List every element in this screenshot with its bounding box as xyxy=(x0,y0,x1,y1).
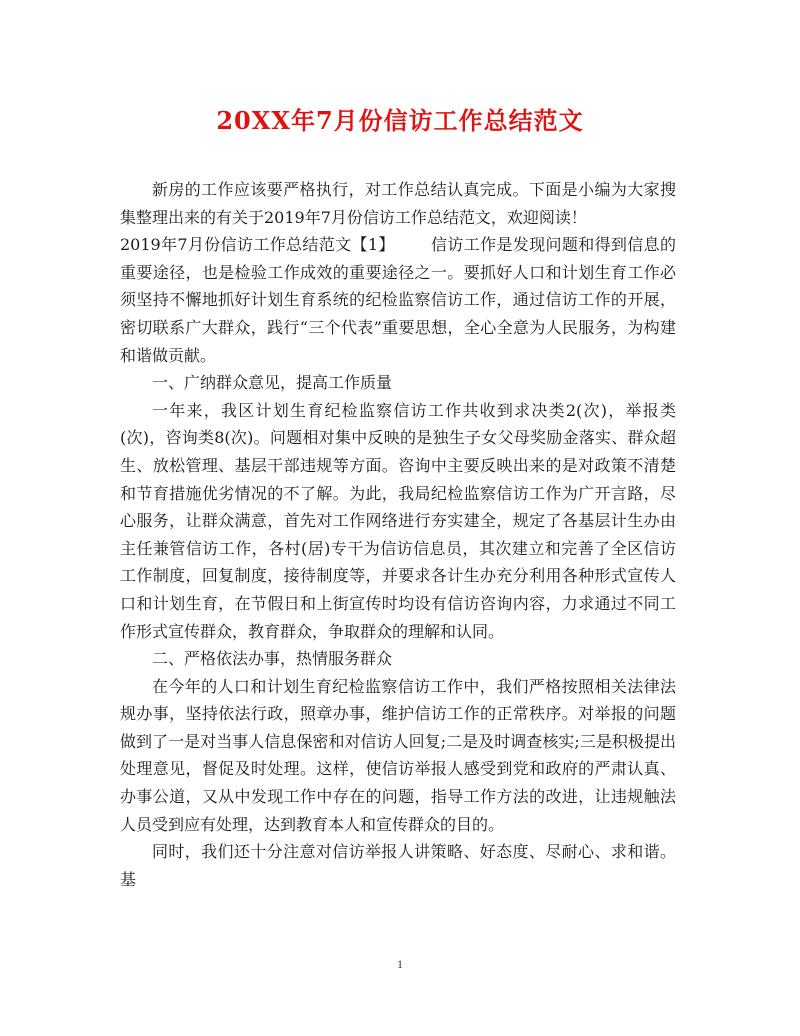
document-title: 20XX年7月份信访工作总结范文 xyxy=(216,106,584,135)
body-paragraph-3: 同时，我们还十分注意对信访举报人讲策略、好态度、尽耐心、求和谐。基 xyxy=(120,842,676,889)
body-paragraph-1: 一年来，我区计划生育纪检监察信访工作共收到求决类2(次)，举报类(次)，咨询类8(次)。问题相对集中反映的是独生子女父母奖励金落实、群众超生、放松管理、基层干部违规等方面。咨询中主要反映出来的是对政策不清楚和节育措施优劣情况的不了解。为此，我局纪检监察信访工作为广开言路，尽心服务，让群众满意，首先对工作网络进行夯实建全，规定了各基层计生办由主任兼管信访工作，各村(居)专干为信访信息员，其次建立和完善了全区信访工作制度，回复制度，接待制度等，并要求各计生办充分利用各种形式宣传人口和计划生育，在节假日和上街宣传时均设有信访咨询内容，力求通过不同工作形式宣传群众，教育群众，争取群众的理解和认同。 xyxy=(120,400,676,641)
intro-paragraph: 新房的工作应该要严格执行，对工作总结认真完成。下面是小编为大家搜集整理出来的有关于2019年7月份信访工作总结范文，欢迎阅读！ xyxy=(120,180,676,227)
body-paragraph-2: 在今年的人口和计划生育纪检监察信访工作中，我们严格按照相关法律法规办事，坚持依法行政，照章办事，维护信访工作的正常秩序。对举报的问题做到了一是对当事人信息保密和对信访人回复;二是及时调查核实;三是积极提出处理意见，督促及时处理。这样，使信访举报人感受到党和政府的严肃认真、办事公道，又从中发现工作中存在的问题，指导工作方法的改进，让违规触法人员受到应有处理，达到教育本人和宣传群众的目的。 xyxy=(120,676,676,834)
section-text: 信访工作是发现问题和得到信息的重要途径，也是检验工作成效的重要途径之一。要抓好人口和计划生育工作必须坚持不懈地抓好计划生育系统的纪检监察信访工作，通过信访工作的开展，密切联系广大群众，践行“三个代表”重要思想，全心全意为人民服务，为构建和谐做贡献。 xyxy=(120,235,676,365)
document-body xyxy=(120,176,676,893)
heading-1: 一、广纳群众意见，提高工作质量 xyxy=(152,373,393,393)
heading-2: 二、严格依法办事，热情服务群众 xyxy=(152,649,393,669)
section-label: 2019年7月份信访工作总结范文【1】 xyxy=(120,235,395,255)
section-paragraph xyxy=(120,231,676,369)
page-number: 1 xyxy=(397,957,403,971)
